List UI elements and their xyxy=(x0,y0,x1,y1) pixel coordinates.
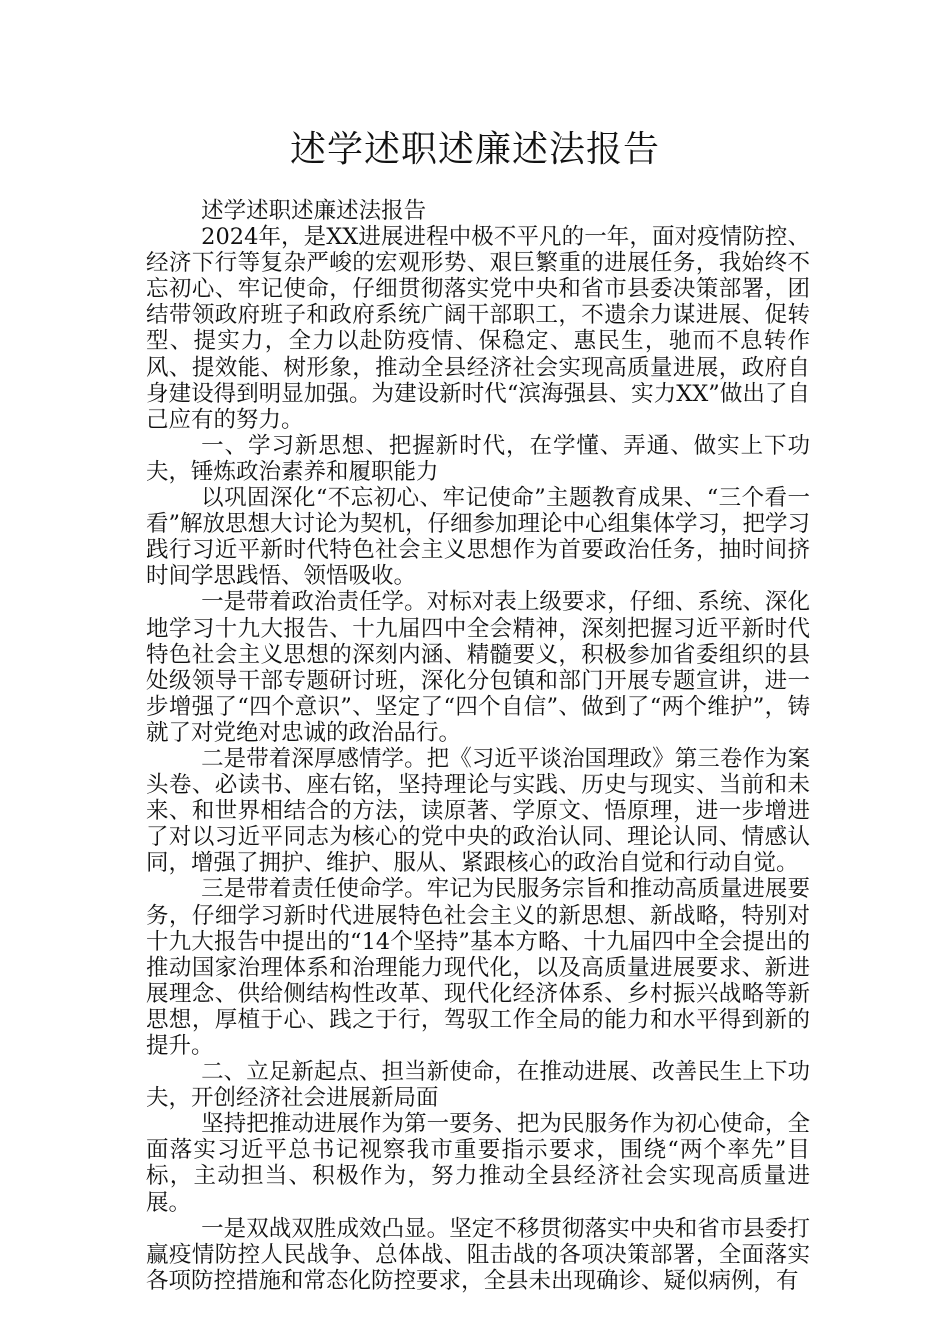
paragraph: 以巩固深化“不忘初心、牢记使命”主题教育成果、“三个看一看”解放思想大讨论为契机，仔细参加理论中心组集体学习，把学习践行习近平新时代特色社会主义思想作为首要政治任务，抽时间挤时间学思践悟、领悟吸收。 xyxy=(146,485,811,590)
paragraph: 一是双战双胜成效凸显。坚定不移贯彻落实中央和省市县委打赢疫情防控人民战争、总体战、阻击战的各项决策部署，全面落实各项防控措施和常态化防控要求，全县未出现确诊、疑似病例，有 xyxy=(146,1215,810,1294)
paragraph-subtitle: 述学述职述廉述法报告 xyxy=(201,198,427,224)
section-heading-1: 一、学习新思想、把握新时代，在学懂、弄通、做实上下功夫，锤炼政治素养和履职能力 xyxy=(146,432,810,485)
document-body xyxy=(146,198,810,1294)
paragraph: 三是带着责任使命学。牢记为民服务宗旨和推动高质量进展要务，仔细学习新时代进展特色社会主义的新思想、新战略，特别对十九大报告中提出的“14个坚持”基本方略、十九届四中全会提出的推动国家治理体系和治理能力现代化，以及高质量进展要求、新进展理念、供给侧结构性改革、现代化经济体系、乡村振兴战略等新思想，厚植于心、践之于行，驾驭工作全局的能力和水平得到新的提升。 xyxy=(146,876,810,1059)
paragraph: 二是带着深厚感情学。把《习近平谈治国理政》第三卷作为案头卷、必读书、座右铭，坚持理论与实践、历史与现实、当前和未来、和世界相结合的方法，读原著、学原文、悟原理，进一步增进了对以习近平同志为核心的党中央的政治认同、理论认同、情感认同，增强了拥护、维护、服从、紧跟核心的政治自觉和行动自觉。 xyxy=(146,745,810,877)
document-title: 述学述职述廉述法报告 xyxy=(289,129,660,170)
section-heading-2: 二、立足新起点、担当新使命，在推动进展、改善民生上下功夫，开创经济社会进展新局面 xyxy=(146,1059,810,1112)
paragraph: 一是带着政治责任学。对标对表上级要求，仔细、系统、深化地学习十九大报告、十九届四中全会精神，深刻把握习近平新时代特色社会主义思想的深刻内涵、精髓要义，积极参加省委组织的县处级领导干部专题研讨班，深化分包镇和部门开展专题宣讲，进一步增强了“四个意识”、坚定了“四个自信”、做到了“两个维护”，铸就了对党绝对忠诚的政治品行。 xyxy=(146,589,810,746)
paragraph-intro: 2024年，是XX进展进程中极不平凡的一年，面对疫情防控、经济下行等复杂严峻的宏观形势、艰巨繁重的进展任务，我始终不忘初心、牢记使命，仔细贯彻落实党中央和省市县委决策部署，团结带领政府班子和政府系统广阔干部职工，不遗余力谋进展、促转型、提实力，全力以赴防疫情、保稳定、惠民生，驰而不息转作风、提效能、树形象，推动全县经济社会实现高质量进展，政府自身建设得到明显加强。为建设新时代“滨海强县、实力XX”做出了自己应有的努力。 xyxy=(146,224,810,433)
paragraph: 坚持把推动进展作为第一要务、把为民服务作为初心使命，全面落实习近平总书记视察我市重要指示要求，围绕“两个率先”目标，主动担当、积极作为，努力推动全县经济社会实现高质量进展。 xyxy=(146,1111,810,1216)
